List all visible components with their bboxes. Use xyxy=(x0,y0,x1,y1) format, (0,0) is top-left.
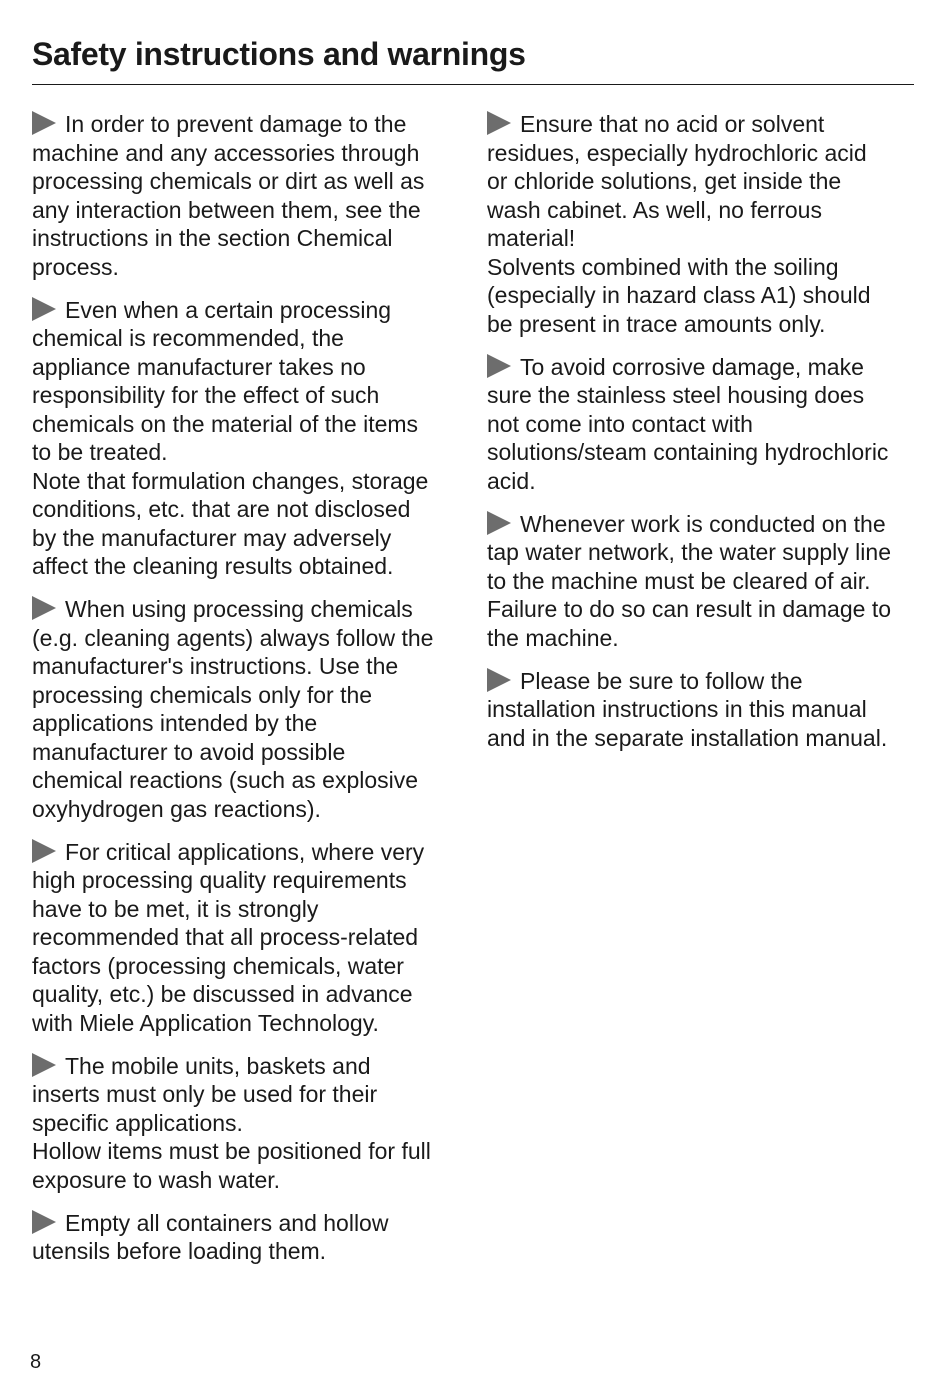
instruction-line xyxy=(32,1237,460,1266)
instruction-line xyxy=(32,980,460,1009)
instruction-line xyxy=(487,467,919,496)
instruction-line xyxy=(32,952,460,981)
triangle-right-icon xyxy=(487,511,511,535)
instruction-text: Ensure that no acid or solvent xyxy=(520,111,825,137)
triangle-right-icon xyxy=(487,354,511,378)
instruction-text: acid. xyxy=(487,467,536,494)
instruction-text: to the machine must be cleared of air. xyxy=(487,567,871,594)
page-number: 8 xyxy=(30,1351,42,1373)
instruction-line xyxy=(487,110,919,139)
instruction-line xyxy=(32,709,460,738)
instruction-line xyxy=(32,866,460,895)
instruction-line xyxy=(32,139,460,168)
instruction-text: high processing quality requirements xyxy=(32,867,407,893)
safety-instruction-item xyxy=(32,1209,460,1266)
title-divider xyxy=(32,84,914,85)
instruction-text: quality, etc.) be discussed in advance xyxy=(32,981,413,1007)
safety-instruction-item xyxy=(487,353,919,496)
instruction-line xyxy=(487,624,919,653)
triangle-right-icon xyxy=(32,839,56,863)
instruction-text: and in the separate installation manual. xyxy=(487,724,888,751)
safety-instruction-item xyxy=(32,595,460,823)
instruction-line xyxy=(32,495,460,524)
instruction-line xyxy=(32,381,460,410)
instruction-text: sure the stainless steel housing does xyxy=(487,382,865,408)
instruction-text: any interaction between them, see the xyxy=(32,196,421,223)
instruction-line xyxy=(32,552,460,581)
instruction-line xyxy=(487,167,919,196)
instruction-line xyxy=(32,624,460,653)
instruction-text: exposure to wash water. xyxy=(32,1166,281,1193)
triangle-right-icon xyxy=(32,1210,56,1234)
instruction-text: installation instructions in this manual xyxy=(487,696,867,722)
instruction-line xyxy=(487,724,919,753)
instruction-line xyxy=(32,253,460,282)
instruction-line xyxy=(487,410,919,439)
instruction-text: not come into contact with xyxy=(487,410,753,437)
instruction-text: Note that formulation changes, storage xyxy=(32,467,429,494)
instruction-line xyxy=(32,524,460,553)
instruction-text: Whenever work is conducted on the xyxy=(520,510,886,537)
instruction-line xyxy=(487,381,919,410)
instruction-text: To avoid corrosive damage, make xyxy=(520,353,864,380)
instruction-line xyxy=(32,681,460,710)
instruction-line xyxy=(32,353,460,382)
instruction-text: chemicals on the material of the items xyxy=(32,410,419,437)
instruction-line xyxy=(32,1209,460,1238)
instruction-text: utensils before loading them. xyxy=(32,1238,327,1264)
instruction-line xyxy=(487,196,919,225)
instruction-text: For critical applications, where very xyxy=(65,838,425,865)
left-column xyxy=(32,110,460,1280)
instruction-line xyxy=(487,667,919,696)
instruction-line xyxy=(32,895,460,924)
instruction-text: appliance manufacturer takes no xyxy=(32,353,366,380)
triangle-right-icon xyxy=(32,111,56,135)
safety-instruction-item xyxy=(487,110,919,338)
instruction-line xyxy=(487,224,919,253)
instruction-line xyxy=(487,353,919,382)
instruction-text: tap water network, the water supply line xyxy=(487,539,891,565)
instruction-line xyxy=(32,595,460,624)
instruction-text: (e.g. cleaning agents) always follow the xyxy=(32,624,434,651)
instruction-line xyxy=(32,196,460,225)
instruction-line xyxy=(487,139,919,168)
instruction-line xyxy=(487,253,919,282)
instruction-line xyxy=(487,695,919,724)
instruction-text: to be treated. xyxy=(32,439,168,465)
instruction-text: process. xyxy=(32,253,119,280)
instruction-text: chemical reactions (such as explosive xyxy=(32,767,419,793)
right-column xyxy=(487,110,919,767)
page-title: Safety instructions and warnings xyxy=(32,36,526,72)
instruction-text: Empty all containers and hollow xyxy=(65,1209,389,1236)
instruction-line xyxy=(32,410,460,439)
instruction-text: have to be met, it is strongly xyxy=(32,895,319,922)
instruction-text: instructions in the section Chemical xyxy=(32,225,393,251)
safety-instruction-item xyxy=(32,110,460,281)
instruction-text: (especially in hazard class A1) should xyxy=(487,282,871,308)
instruction-line xyxy=(487,510,919,539)
instruction-text: with Miele Application Technology. xyxy=(32,1009,379,1036)
instruction-text: The mobile units, baskets and xyxy=(65,1052,371,1079)
safety-instruction-item xyxy=(487,510,919,653)
instruction-line xyxy=(32,1009,460,1038)
instruction-text: chemical is recommended, the xyxy=(32,325,344,351)
triangle-right-icon xyxy=(487,668,511,692)
instruction-text: recommended that all process-related xyxy=(32,924,419,950)
instruction-text: manufacturer to avoid possible xyxy=(32,738,346,765)
instruction-text: Failure to do so can result in damage to xyxy=(487,596,892,622)
instruction-line xyxy=(32,838,460,867)
instruction-line xyxy=(32,1109,460,1138)
safety-instruction-item xyxy=(32,296,460,581)
safety-instruction-item xyxy=(32,838,460,1038)
instruction-line xyxy=(487,438,919,467)
triangle-right-icon xyxy=(32,1053,56,1077)
instruction-text: In order to prevent damage to the xyxy=(65,111,407,137)
instruction-text: affect the cleaning results obtained. xyxy=(32,553,394,579)
instruction-text: residues, especially hydrochloric acid xyxy=(487,139,867,166)
instruction-text: be present in trace amounts only. xyxy=(487,310,826,337)
instruction-text: When using processing chemicals xyxy=(65,596,413,622)
instruction-line xyxy=(32,766,460,795)
safety-instruction-item xyxy=(32,1052,460,1195)
instruction-line xyxy=(32,1137,460,1166)
instruction-line xyxy=(32,167,460,196)
instruction-line xyxy=(487,595,919,624)
instruction-text: Solvents combined with the soiling xyxy=(487,253,839,280)
instruction-text: the machine. xyxy=(487,624,619,651)
instruction-line xyxy=(32,652,460,681)
instruction-text: inserts must only be used for their xyxy=(32,1081,378,1107)
instruction-line xyxy=(487,538,919,567)
instruction-text: factors (processing chemicals, water xyxy=(32,952,404,979)
instruction-text: manufacturer's instructions. Use the xyxy=(32,653,399,679)
instruction-text: wash cabinet. As well, no ferrous xyxy=(487,196,822,223)
instruction-text: Please be sure to follow the xyxy=(520,667,803,694)
triangle-right-icon xyxy=(32,596,56,620)
instruction-line xyxy=(32,1080,460,1109)
instruction-text: processing chemicals or dirt as well as xyxy=(32,168,425,194)
safety-instruction-item xyxy=(487,667,919,753)
instruction-line xyxy=(32,1166,460,1195)
instruction-line xyxy=(32,467,460,496)
instruction-text: machine and any accessories through xyxy=(32,139,420,166)
instruction-line xyxy=(32,324,460,353)
instruction-line xyxy=(487,310,919,339)
instruction-text: specific applications. xyxy=(32,1109,243,1136)
instruction-line xyxy=(32,296,460,325)
instruction-text: material! xyxy=(487,225,576,251)
instruction-text: Hollow items must be positioned for full xyxy=(32,1138,431,1164)
instruction-text: by the manufacturer may adversely xyxy=(32,524,392,551)
instruction-line xyxy=(487,281,919,310)
instruction-line xyxy=(487,567,919,596)
triangle-right-icon xyxy=(487,111,511,135)
instruction-text: applications intended by the xyxy=(32,710,318,736)
instruction-line xyxy=(32,110,460,139)
triangle-right-icon xyxy=(32,297,56,321)
instruction-text: Even when a certain processing xyxy=(65,296,392,323)
instruction-line xyxy=(32,795,460,824)
instruction-line xyxy=(32,1052,460,1081)
instruction-line xyxy=(32,738,460,767)
instruction-line xyxy=(32,438,460,467)
instruction-line xyxy=(32,923,460,952)
instruction-line xyxy=(32,224,460,253)
instruction-text: or chloride solutions, get inside the xyxy=(487,168,842,194)
instruction-text: solutions/steam containing hydrochloric xyxy=(487,439,889,465)
instruction-text: oxyhydrogen gas reactions). xyxy=(32,795,321,822)
instruction-text: responsibility for the effect of such xyxy=(32,382,380,408)
instruction-text: processing chemicals only for the xyxy=(32,681,373,708)
instruction-text: conditions, etc. that are not disclosed xyxy=(32,496,411,522)
